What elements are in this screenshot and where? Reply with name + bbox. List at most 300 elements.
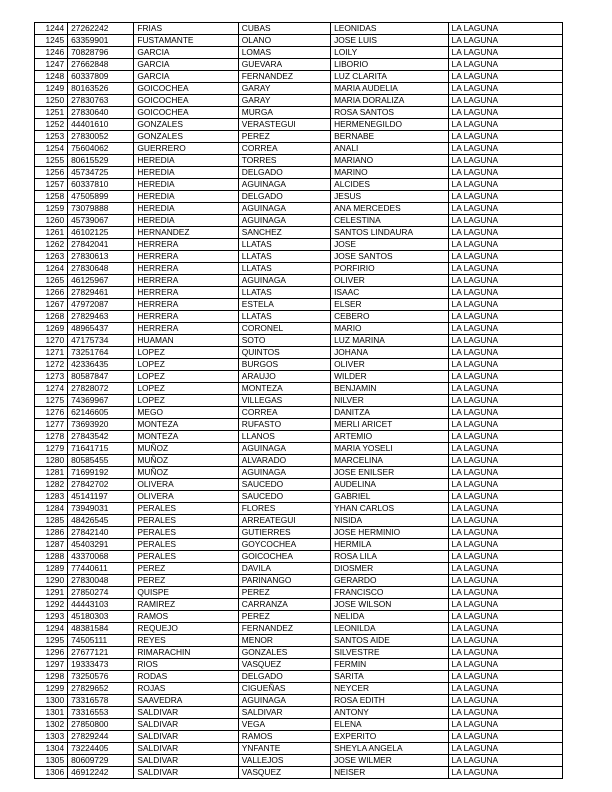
table-row <box>35 59 563 71</box>
row-number-cell: 1260 <box>35 215 68 227</box>
given-names-cell: SARITA <box>331 671 448 683</box>
table-row <box>35 83 563 95</box>
given-names-cell: JOSE <box>331 239 448 251</box>
table-row <box>35 95 563 107</box>
given-names-cell: JOSE SANTOS <box>331 251 448 263</box>
maternal-surname-cell: ARREATEGUI <box>238 515 330 527</box>
row-number-cell: 1251 <box>35 107 68 119</box>
given-names-cell: HERMILA <box>331 539 448 551</box>
table-row <box>35 383 563 395</box>
paternal-surname-cell: PERALES <box>134 503 238 515</box>
given-names-cell: DIOSMER <box>331 563 448 575</box>
id-number-cell: 27677121 <box>68 647 134 659</box>
row-number-cell: 1267 <box>35 299 68 311</box>
row-number-cell: 1244 <box>35 23 68 35</box>
given-names-cell: JOSE LUIS <box>331 35 448 47</box>
given-names-cell: NEISER <box>331 767 448 779</box>
row-number-cell: 1295 <box>35 635 68 647</box>
row-number-cell: 1261 <box>35 227 68 239</box>
id-number-cell: 80585455 <box>68 455 134 467</box>
paternal-surname-cell: HERRERA <box>134 239 238 251</box>
table-row <box>35 407 563 419</box>
table-row <box>35 131 563 143</box>
paternal-surname-cell: RAMOS <box>134 611 238 623</box>
row-number-cell: 1285 <box>35 515 68 527</box>
table-row <box>35 443 563 455</box>
id-number-cell: 45739067 <box>68 215 134 227</box>
paternal-surname-cell: RIMARACHIN <box>134 647 238 659</box>
row-number-cell: 1289 <box>35 563 68 575</box>
maternal-surname-cell: OLANO <box>238 35 330 47</box>
row-number-cell: 1303 <box>35 731 68 743</box>
table-row <box>35 563 563 575</box>
given-names-cell: LOILY <box>331 47 448 59</box>
row-number-cell: 1280 <box>35 455 68 467</box>
locality-cell: LA LAGUNA <box>448 755 562 767</box>
maternal-surname-cell: RAMOS <box>238 731 330 743</box>
table-row <box>35 755 563 767</box>
id-number-cell: 60337809 <box>68 71 134 83</box>
locality-cell: LA LAGUNA <box>448 707 562 719</box>
row-number-cell: 1276 <box>35 407 68 419</box>
given-names-cell: SANTOS LINDAURA <box>331 227 448 239</box>
table-row <box>35 575 563 587</box>
row-number-cell: 1252 <box>35 119 68 131</box>
table-row <box>35 503 563 515</box>
maternal-surname-cell: AGUINAGA <box>238 203 330 215</box>
id-number-cell: 48381584 <box>68 623 134 635</box>
locality-cell: LA LAGUNA <box>448 623 562 635</box>
given-names-cell: ROSA LILA <box>331 551 448 563</box>
table-row <box>35 611 563 623</box>
paternal-surname-cell: HERRERA <box>134 311 238 323</box>
paternal-surname-cell: REYES <box>134 635 238 647</box>
table-row <box>35 527 563 539</box>
id-number-cell: 46912242 <box>68 767 134 779</box>
paternal-surname-cell: PERALES <box>134 527 238 539</box>
row-number-cell: 1253 <box>35 131 68 143</box>
paternal-surname-cell: GUERRERO <box>134 143 238 155</box>
table-row <box>35 479 563 491</box>
locality-cell: LA LAGUNA <box>448 227 562 239</box>
given-names-cell: ROSA EDITH <box>331 695 448 707</box>
row-number-cell: 1270 <box>35 335 68 347</box>
maternal-surname-cell: YNFANTE <box>238 743 330 755</box>
locality-cell: LA LAGUNA <box>448 119 562 131</box>
maternal-surname-cell: TORRES <box>238 155 330 167</box>
paternal-surname-cell: LOPEZ <box>134 383 238 395</box>
given-names-cell: ELSER <box>331 299 448 311</box>
locality-cell: LA LAGUNA <box>448 467 562 479</box>
id-number-cell: 27662848 <box>68 59 134 71</box>
locality-cell: LA LAGUNA <box>448 527 562 539</box>
given-names-cell: JOSE WILSON <box>331 599 448 611</box>
given-names-cell: LUZ CLARITA <box>331 71 448 83</box>
row-number-cell: 1298 <box>35 671 68 683</box>
given-names-cell: LIBORIO <box>331 59 448 71</box>
id-number-cell: 44443103 <box>68 599 134 611</box>
locality-cell: LA LAGUNA <box>448 35 562 47</box>
maternal-surname-cell: SOTO <box>238 335 330 347</box>
given-names-cell: JOHANA <box>331 347 448 359</box>
row-number-cell: 1284 <box>35 503 68 515</box>
locality-cell: LA LAGUNA <box>448 407 562 419</box>
table-row <box>35 623 563 635</box>
paternal-surname-cell: REQUEJO <box>134 623 238 635</box>
paternal-surname-cell: SALDIVAR <box>134 707 238 719</box>
locality-cell: LA LAGUNA <box>448 335 562 347</box>
given-names-cell: LEONIDAS <box>331 23 448 35</box>
paternal-surname-cell: SALDIVAR <box>134 767 238 779</box>
locality-cell: LA LAGUNA <box>448 479 562 491</box>
maternal-surname-cell: CIGUEÑAS <box>238 683 330 695</box>
row-number-cell: 1278 <box>35 431 68 443</box>
given-names-cell: MARIA DORALIZA <box>331 95 448 107</box>
maternal-surname-cell: MENOR <box>238 635 330 647</box>
maternal-surname-cell: VASQUEZ <box>238 659 330 671</box>
maternal-surname-cell: VERASTEGUI <box>238 119 330 131</box>
given-names-cell: JOSE ENILSER <box>331 467 448 479</box>
row-number-cell: 1246 <box>35 47 68 59</box>
row-number-cell: 1272 <box>35 359 68 371</box>
given-names-cell: CELESTINA <box>331 215 448 227</box>
maternal-surname-cell: VALLEJOS <box>238 755 330 767</box>
maternal-surname-cell: LOMAS <box>238 47 330 59</box>
table-row <box>35 371 563 383</box>
paternal-surname-cell: HERRERA <box>134 263 238 275</box>
locality-cell: LA LAGUNA <box>448 275 562 287</box>
id-number-cell: 47972087 <box>68 299 134 311</box>
maternal-surname-cell: SAUCEDO <box>238 479 330 491</box>
paternal-surname-cell: RAMIREZ <box>134 599 238 611</box>
maternal-surname-cell: PEREZ <box>238 131 330 143</box>
locality-cell: LA LAGUNA <box>448 71 562 83</box>
table-row <box>35 467 563 479</box>
locality-cell: LA LAGUNA <box>448 515 562 527</box>
paternal-surname-cell: LOPEZ <box>134 371 238 383</box>
maternal-surname-cell: AGUINAGA <box>238 467 330 479</box>
given-names-cell: PORFIRIO <box>331 263 448 275</box>
paternal-surname-cell: FUSTAMANTE <box>134 35 238 47</box>
paternal-surname-cell: HERRERA <box>134 323 238 335</box>
locality-cell: LA LAGUNA <box>448 203 562 215</box>
id-number-cell: 60337810 <box>68 179 134 191</box>
locality-cell: LA LAGUNA <box>448 563 562 575</box>
id-number-cell: 27830648 <box>68 263 134 275</box>
locality-cell: LA LAGUNA <box>448 299 562 311</box>
id-number-cell: 42336435 <box>68 359 134 371</box>
locality-cell: LA LAGUNA <box>448 731 562 743</box>
id-number-cell: 80609729 <box>68 755 134 767</box>
maternal-surname-cell: FLORES <box>238 503 330 515</box>
locality-cell: LA LAGUNA <box>448 647 562 659</box>
table-row <box>35 299 563 311</box>
row-number-cell: 1268 <box>35 311 68 323</box>
locality-cell: LA LAGUNA <box>448 695 562 707</box>
row-number-cell: 1294 <box>35 623 68 635</box>
maternal-surname-cell: QUINTOS <box>238 347 330 359</box>
locality-cell: LA LAGUNA <box>448 599 562 611</box>
locality-cell: LA LAGUNA <box>448 215 562 227</box>
maternal-surname-cell: GARAY <box>238 83 330 95</box>
maternal-surname-cell: VEGA <box>238 719 330 731</box>
maternal-surname-cell: PEREZ <box>238 587 330 599</box>
given-names-cell: MARIANO <box>331 155 448 167</box>
paternal-surname-cell: GARCIA <box>134 59 238 71</box>
row-number-cell: 1279 <box>35 443 68 455</box>
registry-table <box>34 22 563 779</box>
paternal-surname-cell: HEREDIA <box>134 203 238 215</box>
row-number-cell: 1286 <box>35 527 68 539</box>
locality-cell: LA LAGUNA <box>448 359 562 371</box>
row-number-cell: 1245 <box>35 35 68 47</box>
maternal-surname-cell: DELGADO <box>238 167 330 179</box>
table-row <box>35 251 563 263</box>
locality-cell: LA LAGUNA <box>448 95 562 107</box>
maternal-surname-cell: AGUINAGA <box>238 695 330 707</box>
id-number-cell: 27842140 <box>68 527 134 539</box>
given-names-cell: GERARDO <box>331 575 448 587</box>
given-names-cell: WILDER <box>331 371 448 383</box>
table-row <box>35 143 563 155</box>
given-names-cell: NILVER <box>331 395 448 407</box>
locality-cell: LA LAGUNA <box>448 659 562 671</box>
paternal-surname-cell: GONZALES <box>134 119 238 131</box>
locality-cell: LA LAGUNA <box>448 419 562 431</box>
maternal-surname-cell: VILLEGAS <box>238 395 330 407</box>
row-number-cell: 1273 <box>35 371 68 383</box>
row-number-cell: 1269 <box>35 323 68 335</box>
row-number-cell: 1263 <box>35 251 68 263</box>
id-number-cell: 44401610 <box>68 119 134 131</box>
id-number-cell: 77440611 <box>68 563 134 575</box>
id-number-cell: 73693920 <box>68 419 134 431</box>
row-number-cell: 1265 <box>35 275 68 287</box>
row-number-cell: 1256 <box>35 167 68 179</box>
row-number-cell: 1266 <box>35 287 68 299</box>
row-number-cell: 1258 <box>35 191 68 203</box>
given-names-cell: MARINO <box>331 167 448 179</box>
locality-cell: LA LAGUNA <box>448 251 562 263</box>
paternal-surname-cell: PERALES <box>134 551 238 563</box>
id-number-cell: 45403291 <box>68 539 134 551</box>
paternal-surname-cell: PERALES <box>134 539 238 551</box>
given-names-cell: ANALI <box>331 143 448 155</box>
paternal-surname-cell: HERRERA <box>134 287 238 299</box>
table-row <box>35 431 563 443</box>
table-row <box>35 587 563 599</box>
table-row <box>35 539 563 551</box>
paternal-surname-cell: RODAS <box>134 671 238 683</box>
id-number-cell: 45734725 <box>68 167 134 179</box>
locality-cell: LA LAGUNA <box>448 23 562 35</box>
table-row <box>35 71 563 83</box>
given-names-cell: NISIDA <box>331 515 448 527</box>
locality-cell: LA LAGUNA <box>448 371 562 383</box>
given-names-cell: ROSA SANTOS <box>331 107 448 119</box>
table-row <box>35 743 563 755</box>
given-names-cell: YHAN CARLOS <box>331 503 448 515</box>
row-number-cell: 1250 <box>35 95 68 107</box>
given-names-cell: MARCELINA <box>331 455 448 467</box>
row-number-cell: 1304 <box>35 743 68 755</box>
id-number-cell: 27829463 <box>68 311 134 323</box>
row-number-cell: 1255 <box>35 155 68 167</box>
given-names-cell: BERNABE <box>331 131 448 143</box>
locality-cell: LA LAGUNA <box>448 287 562 299</box>
row-number-cell: 1287 <box>35 539 68 551</box>
maternal-surname-cell: AGUINAGA <box>238 179 330 191</box>
table-row <box>35 191 563 203</box>
table-row <box>35 635 563 647</box>
locality-cell: LA LAGUNA <box>448 59 562 71</box>
locality-cell: LA LAGUNA <box>448 323 562 335</box>
locality-cell: LA LAGUNA <box>448 443 562 455</box>
maternal-surname-cell: SANCHEZ <box>238 227 330 239</box>
table-row <box>35 23 563 35</box>
id-number-cell: 73251764 <box>68 347 134 359</box>
id-number-cell: 27262242 <box>68 23 134 35</box>
row-number-cell: 1271 <box>35 347 68 359</box>
locality-cell: LA LAGUNA <box>448 575 562 587</box>
given-names-cell: JOSE WILMER <box>331 755 448 767</box>
locality-cell: LA LAGUNA <box>448 347 562 359</box>
id-number-cell: 73316553 <box>68 707 134 719</box>
locality-cell: LA LAGUNA <box>448 311 562 323</box>
maternal-surname-cell: LLANOS <box>238 431 330 443</box>
row-number-cell: 1300 <box>35 695 68 707</box>
maternal-surname-cell: ESTELA <box>238 299 330 311</box>
maternal-surname-cell: GOYCOCHEA <box>238 539 330 551</box>
row-number-cell: 1283 <box>35 491 68 503</box>
given-names-cell: AUDELINA <box>331 479 448 491</box>
table-row <box>35 275 563 287</box>
id-number-cell: 27850800 <box>68 719 134 731</box>
row-number-cell: 1281 <box>35 467 68 479</box>
maternal-surname-cell: MONTEZA <box>238 383 330 395</box>
paternal-surname-cell: SALDIVAR <box>134 719 238 731</box>
given-names-cell: FRANCISCO <box>331 587 448 599</box>
table-row <box>35 215 563 227</box>
maternal-surname-cell: DAVILA <box>238 563 330 575</box>
id-number-cell: 27830763 <box>68 95 134 107</box>
row-number-cell: 1247 <box>35 59 68 71</box>
paternal-surname-cell: HERRERA <box>134 299 238 311</box>
id-number-cell: 27850274 <box>68 587 134 599</box>
given-names-cell: EXPERITO <box>331 731 448 743</box>
table-row <box>35 203 563 215</box>
id-number-cell: 73224405 <box>68 743 134 755</box>
locality-cell: LA LAGUNA <box>448 491 562 503</box>
id-number-cell: 47505899 <box>68 191 134 203</box>
registry-table-body <box>35 23 563 779</box>
locality-cell: LA LAGUNA <box>448 767 562 779</box>
row-number-cell: 1306 <box>35 767 68 779</box>
given-names-cell: SHEYLA ANGELA <box>331 743 448 755</box>
paternal-surname-cell: HEREDIA <box>134 155 238 167</box>
locality-cell: LA LAGUNA <box>448 155 562 167</box>
locality-cell: LA LAGUNA <box>448 611 562 623</box>
maternal-surname-cell: LLATAS <box>238 287 330 299</box>
row-number-cell: 1296 <box>35 647 68 659</box>
row-number-cell: 1257 <box>35 179 68 191</box>
paternal-surname-cell: OLIVERA <box>134 491 238 503</box>
row-number-cell: 1248 <box>35 71 68 83</box>
id-number-cell: 48426545 <box>68 515 134 527</box>
given-names-cell: NEYCER <box>331 683 448 695</box>
locality-cell: LA LAGUNA <box>448 191 562 203</box>
id-number-cell: 27830048 <box>68 575 134 587</box>
table-row <box>35 311 563 323</box>
row-number-cell: 1275 <box>35 395 68 407</box>
id-number-cell: 27829652 <box>68 683 134 695</box>
table-row <box>35 263 563 275</box>
paternal-surname-cell: PEREZ <box>134 563 238 575</box>
id-number-cell: 70828796 <box>68 47 134 59</box>
id-number-cell: 74505111 <box>68 635 134 647</box>
maternal-surname-cell: GUEVARA <box>238 59 330 71</box>
maternal-surname-cell: DELGADO <box>238 671 330 683</box>
id-number-cell: 75604062 <box>68 143 134 155</box>
id-number-cell: 43370068 <box>68 551 134 563</box>
paternal-surname-cell: LOPEZ <box>134 347 238 359</box>
table-row <box>35 599 563 611</box>
maternal-surname-cell: DELGADO <box>238 191 330 203</box>
paternal-surname-cell: SALDIVAR <box>134 743 238 755</box>
id-number-cell: 62146605 <box>68 407 134 419</box>
paternal-surname-cell: GARCIA <box>134 71 238 83</box>
maternal-surname-cell: ALVARADO <box>238 455 330 467</box>
table-row <box>35 647 563 659</box>
maternal-surname-cell: PEREZ <box>238 611 330 623</box>
given-names-cell: ANTONY <box>331 707 448 719</box>
paternal-surname-cell: LOPEZ <box>134 359 238 371</box>
id-number-cell: 46125967 <box>68 275 134 287</box>
given-names-cell: SANTOS AIDE <box>331 635 448 647</box>
maternal-surname-cell: ARAUJO <box>238 371 330 383</box>
row-number-cell: 1277 <box>35 419 68 431</box>
locality-cell: LA LAGUNA <box>448 179 562 191</box>
locality-cell: LA LAGUNA <box>448 263 562 275</box>
id-number-cell: 45180303 <box>68 611 134 623</box>
paternal-surname-cell: RIOS <box>134 659 238 671</box>
locality-cell: LA LAGUNA <box>448 47 562 59</box>
maternal-surname-cell: BURGOS <box>238 359 330 371</box>
locality-cell: LA LAGUNA <box>448 395 562 407</box>
paternal-surname-cell: SALDIVAR <box>134 731 238 743</box>
id-number-cell: 73316578 <box>68 695 134 707</box>
locality-cell: LA LAGUNA <box>448 635 562 647</box>
table-row <box>35 695 563 707</box>
table-row <box>35 515 563 527</box>
given-names-cell: MERLI ARICET <box>331 419 448 431</box>
paternal-surname-cell: MUÑOZ <box>134 443 238 455</box>
id-number-cell: 27842041 <box>68 239 134 251</box>
maternal-surname-cell: MURGA <box>238 107 330 119</box>
table-row <box>35 119 563 131</box>
paternal-surname-cell: HEREDIA <box>134 191 238 203</box>
paternal-surname-cell: SALDIVAR <box>134 755 238 767</box>
locality-cell: LA LAGUNA <box>448 587 562 599</box>
maternal-surname-cell: SALDIVAR <box>238 707 330 719</box>
locality-cell: LA LAGUNA <box>448 671 562 683</box>
maternal-surname-cell: AGUINAGA <box>238 215 330 227</box>
given-names-cell: SILVESTRE <box>331 647 448 659</box>
table-row <box>35 707 563 719</box>
paternal-surname-cell: MEGO <box>134 407 238 419</box>
row-number-cell: 1305 <box>35 755 68 767</box>
id-number-cell: 27828072 <box>68 383 134 395</box>
